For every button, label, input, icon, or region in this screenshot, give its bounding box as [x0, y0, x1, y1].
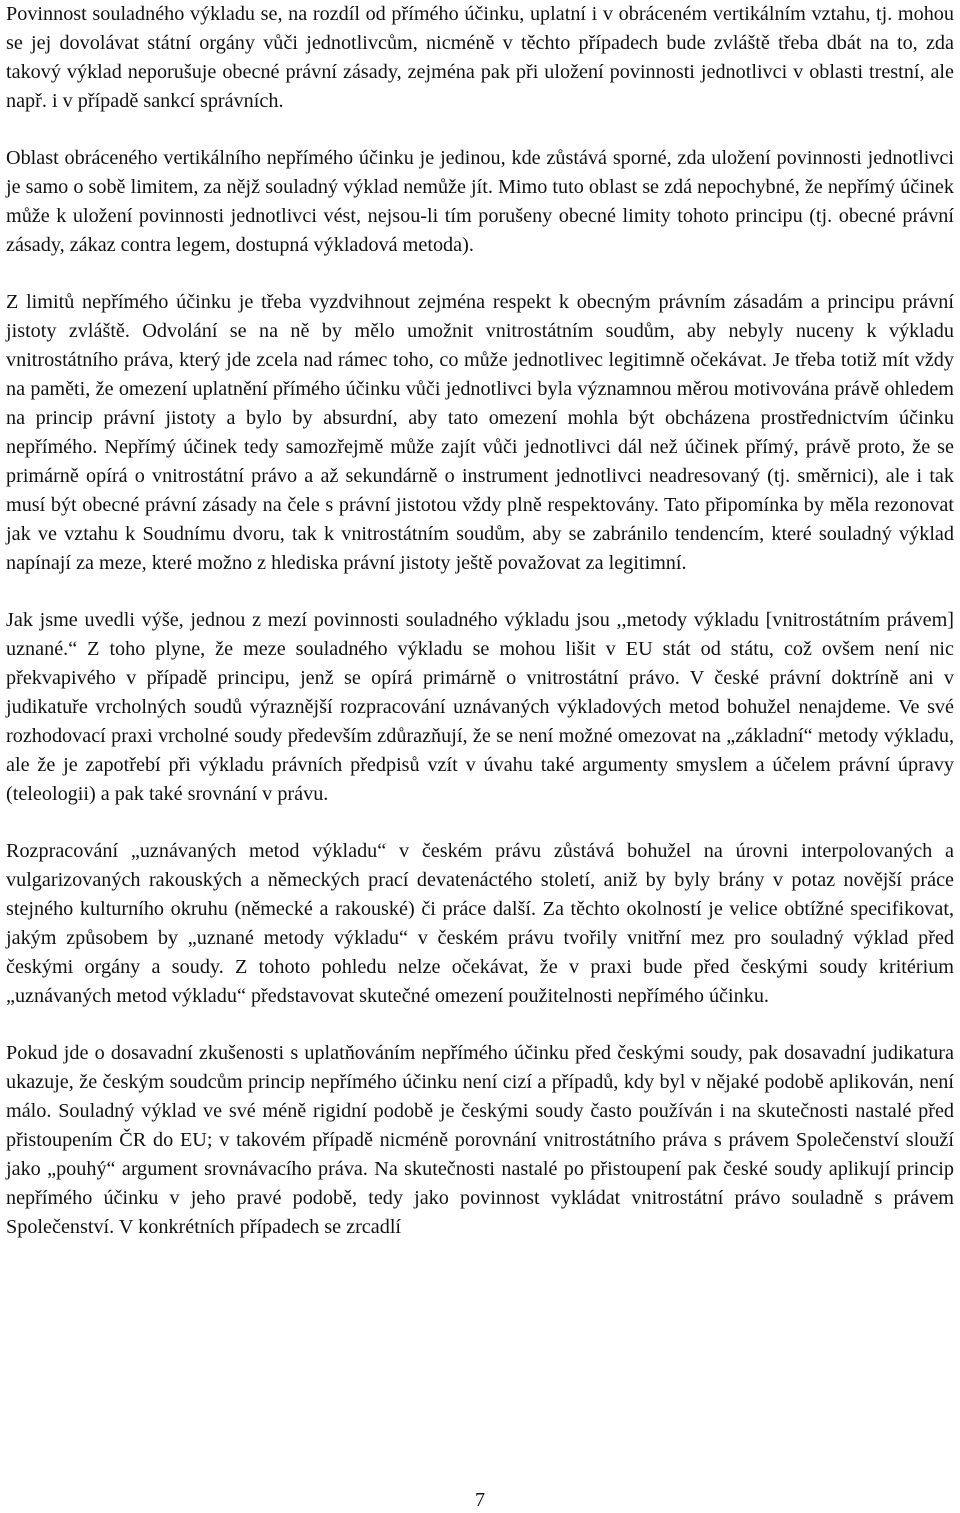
document-page: [6, 0, 954, 1270]
paragraph-6: Pokud jde o dosavadní zkušenosti s uplatňováním nepřímého účinku před českými soudy, pak dosavadní judikatura ukazuje, že českým soudcům princip nepřímého účinku není cizí a případů, kdy byl v nějaké podobě aplikován, není málo. Souladný výklad ve své méně rigidní podobě je českými soudy často používán i na skutečnosti nastalé před přistoupením ČR do EU; v takovém případě nicméně porovnání vnitrostátního práva s právem Společenství slouží jako „pouhý“ argument srovnávacího práva. Na skutečnosti nastalé po přistoupení pak české soudy aplikují princip nepřímého účinku v jeho pravé podobě, tedy jako povinnost vykládat vnitrostátní právo souladně s právem Společenství. V konkrétních případech se zrcadlí: [6, 1042, 954, 1238]
paragraph-3: Z limitů nepřímého účinku je třeba vyzdvihnout zejména respekt k obecným právním zásadám a principu právní jistoty zvláště. Odvolání se na ně by mělo umožnit vnitrostátním soudům, aby nebyly nuceny k výkladu vnitrostátního práva, který jde zcela nad rámec toho, co může jednotlivec legitimně očekávat. Je třeba totiž mít vždy na paměti, že omezení uplatnění přímého účinku vůči jednotlivci byla významnou měrou motivována právě ohledem na princip právní jistoty a bylo by absurdní, aby tato omezení mohla být obcházena prostřednictvím účinku nepřímého. Nepřímý účinek tedy samozřejmě může zajít vůči jednotlivci dál než účinek přímý, právě proto, že se primárně opírá o vnitrostátní právo a až sekundárně o instrument jednotlivci neadresovaný (tj. směrnici), ale i tak musí být obecné právní zásady na čele s právní jistotou vždy plně respektovány. Tato připomínka by měla rezonovat jak ve vztahu k Soudnímu dvoru, tak k vnitrostátním soudům, aby se zabránilo tendencím, které souladný výklad napínají za meze, které možno z hlediska právní jistoty ještě považovat za legitimní.: [6, 291, 954, 574]
paragraph-5: Rozpracování „uznávaných metod výkladu“ v českém právu zůstává bohužel na úrovni interpolovaných a vulgarizovaných rakouských a německých prací devatenáctého století, aniž by byly brány v potaz novější práce stejného kulturního okruhu (německé a rakouské) či práce další. Za těchto okolností je velice obtížné specifikovat, jakým způsobem by „uznané metody výkladu“ v českém právu tvořily vnitřní mez pro souladný výklad před českými orgány a soudy. Z tohoto pohledu nelze očekávat, že v praxi bude před českými soudy kritérium „uznávaných metod výkladu“ představovat skutečné omezení použitelnosti nepřímého účinku.: [6, 840, 954, 1007]
paragraph-2: Oblast obráceného vertikálního nepřímého účinku je jedinou, kde zůstává sporné, zda uložení povinnosti jednotlivci je samo o sobě limitem, za nějž souladný výklad nemůže jít. Mimo tuto oblast se zdá nepochybné, že nepřímý účinek může k uložení povinnosti jednotlivci vést, nejsou-li tím porušeny obecné limity tohoto principu (tj. obecné právní zásady, zákaz contra legem, dostupná výkladová metoda).: [6, 147, 954, 256]
page-number: 7: [475, 1489, 485, 1511]
paragraph-4: Jak jsme uvedli výše, jednou z mezí povinnosti souladného výkladu jsou ,,metody výkladu [vnitrostátním právem] uznané.“ Z toho plyne, že meze souladného výkladu se mohou lišit v EU stát od státu, což ovšem není nic překvapivého v případě principu, jenž se opírá primárně o vnitrostátní právo. V české právní doktríně ani v judikatuře vrcholných soudů výraznější rozpracování uznávaných výkladových metod bohužel nenajdeme. Ve své rozhodovací praxi vrcholné soudy především zdůrazňují, že se není možné omezovat na „základní“ metody výkladu, ale že je zapotřebí při výkladu právních předpisů vzít v úvahu také argumenty smyslem a účelem právní úpravy (teleologii) a pak také srovnání v právu.: [6, 609, 954, 805]
paragraph-1: Povinnost souladného výkladu se, na rozdíl od přímého účinku, uplatní i v obráceném vertikálním vztahu, tj. mohou se jej dovolávat státní orgány vůči jednotlivcům, nicméně v těchto případech bude zvláště třeba dbát na to, zda takový výklad neporušuje obecné právní zásady, zejména pak při uložení povinnosti jednotlivci v oblasti trestní, ale např. i v případě sankcí správních.: [6, 3, 954, 112]
